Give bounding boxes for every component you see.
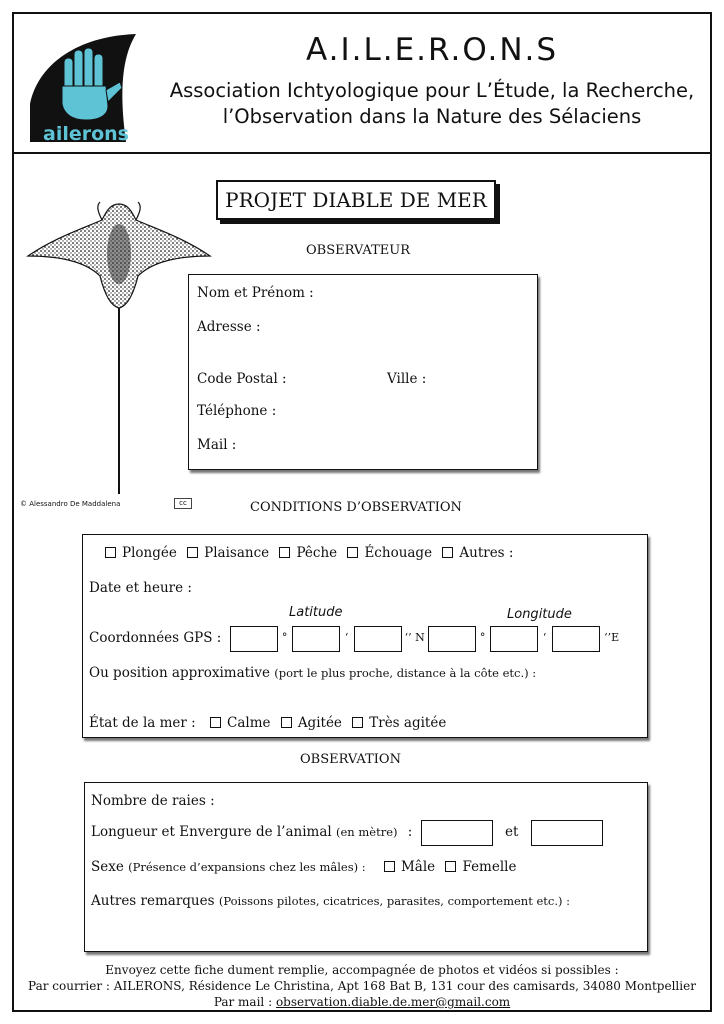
peche-checkbox[interactable]: [279, 547, 290, 558]
length-row: [91, 819, 603, 846]
header: [14, 14, 710, 154]
subtitle-line-2: l’Observation dans la Nature des Sélaciens: [222, 105, 642, 128]
name-label: Nom et Prénom :: [197, 285, 314, 301]
peche-label: Pêche: [296, 545, 338, 561]
lat-north-mark: ‘’ N: [404, 631, 425, 644]
footer-line-3: [14, 994, 710, 1010]
footer: [14, 962, 710, 1010]
form-page: [12, 12, 712, 1012]
plaisance-checkbox[interactable]: [187, 547, 198, 558]
sex-detail: (Présence d’expansions chez les mâles) :: [128, 860, 366, 874]
latitude-label: Latitude: [289, 605, 343, 620]
approx-position-detail: (port le plus proche, distance à la côte etc.) :: [274, 666, 537, 680]
agitee-label: Agitée: [297, 715, 342, 731]
cc-license-icon: cc: [174, 498, 192, 509]
length-field[interactable]: [421, 820, 493, 846]
footer-line-2: Par courrier : AILERONS, Résidence Le Christina, Apt 168 Bat B, 131 cour des camisards, 34080 Montpellier: [28, 979, 696, 993]
footer-mail-prefix: Par mail :: [213, 995, 273, 1009]
tres-agitee-label: Très agitée: [369, 715, 447, 731]
ailerons-logo: [28, 24, 148, 144]
longitude-label: Longitude: [507, 607, 572, 622]
length-label: Longueur et Envergure de l’animal: [91, 824, 332, 840]
plaisance-label: Plaisance: [204, 545, 270, 561]
lon-minutes-field[interactable]: [490, 626, 538, 652]
activity-options: [105, 545, 519, 561]
lat-minutes-field[interactable]: [292, 626, 340, 652]
length-colon: :: [407, 824, 413, 840]
footer-line-1: Envoyez cette fiche dument remplie, accompagnée de photos et vidéos si possibles :: [105, 963, 619, 977]
male-label: Mâle: [400, 859, 436, 875]
lon-seconds-field[interactable]: [552, 626, 600, 652]
wingspan-field[interactable]: [531, 820, 603, 846]
lon-east-mark: ‘’E: [604, 631, 620, 644]
lat-degrees-field[interactable]: [230, 626, 278, 652]
and-label: et: [504, 824, 519, 840]
calme-label: Calme: [227, 715, 271, 731]
autres-checkbox[interactable]: [442, 547, 453, 558]
subtitle-line-1: Association Ichtyologique pour L’Étude, la Recherche,: [169, 79, 695, 102]
lon-minute-mark: ‘: [542, 631, 547, 644]
remarks-row: [91, 893, 570, 909]
lon-degree-mark: °: [479, 631, 486, 644]
lat-degree-mark: °: [281, 631, 288, 644]
postal-code-label: Code Postal :: [197, 371, 287, 387]
date-time-label: Date et heure :: [89, 580, 192, 596]
lon-degrees-field[interactable]: [428, 626, 476, 652]
echouage-checkbox[interactable]: [347, 547, 358, 558]
sea-state-row: [89, 715, 452, 731]
echouage-label: Échouage: [364, 545, 433, 561]
manta-ray-illustration: [24, 194, 214, 504]
sex-label: Sexe: [91, 859, 124, 875]
remarks-detail: (Poissons pilotes, cicatrices, parasites, comportement etc.) :: [218, 894, 571, 908]
lat-minute-mark: ‘: [344, 631, 349, 644]
approx-position-label: Ou position approximative: [89, 665, 270, 681]
contact-email-link[interactable]: observation.diable.de.mer@gmail.com: [275, 995, 511, 1009]
mail-label: Mail :: [197, 437, 237, 453]
gps-row: [89, 625, 624, 652]
autres-label: Autres :: [459, 545, 514, 561]
tres-agitee-checkbox[interactable]: [352, 717, 363, 728]
lat-seconds-field[interactable]: [354, 626, 402, 652]
image-credit: © Alessandro De Maddalena: [20, 500, 121, 508]
city-label: Ville :: [387, 371, 427, 387]
observer-box: [188, 274, 538, 470]
gps-label: Coordonnées GPS :: [89, 630, 222, 646]
female-checkbox[interactable]: [445, 861, 456, 872]
sea-state-label: État de la mer :: [89, 715, 196, 731]
conditions-section-label: CONDITIONS D’OBSERVATION: [250, 500, 462, 515]
ray-count-label: Nombre de raies :: [91, 793, 215, 809]
conditions-box: [82, 534, 648, 738]
association-title: A.I.L.E.R.O.N.S: [305, 32, 559, 68]
length-unit: (en mètre): [336, 825, 398, 839]
address-label: Adresse :: [197, 319, 261, 335]
observer-section-label: OBSERVATEUR: [306, 243, 411, 258]
observation-section-label: OBSERVATION: [300, 752, 401, 767]
association-subtitle: [154, 78, 710, 130]
sex-row: [91, 859, 522, 875]
plongee-checkbox[interactable]: [105, 547, 116, 558]
calme-checkbox[interactable]: [210, 717, 221, 728]
phone-label: Téléphone :: [197, 403, 277, 419]
remarks-label: Autres remarques: [91, 893, 215, 909]
logo-text: ailerons: [43, 123, 129, 144]
agitee-checkbox[interactable]: [281, 717, 292, 728]
plongee-label: Plongée: [122, 545, 177, 561]
male-checkbox[interactable]: [384, 861, 395, 872]
observation-box: [84, 782, 648, 952]
form-title: PROJET DIABLE DE MER: [216, 180, 496, 220]
approx-position-row: [89, 665, 536, 681]
female-label: Femelle: [462, 859, 517, 875]
